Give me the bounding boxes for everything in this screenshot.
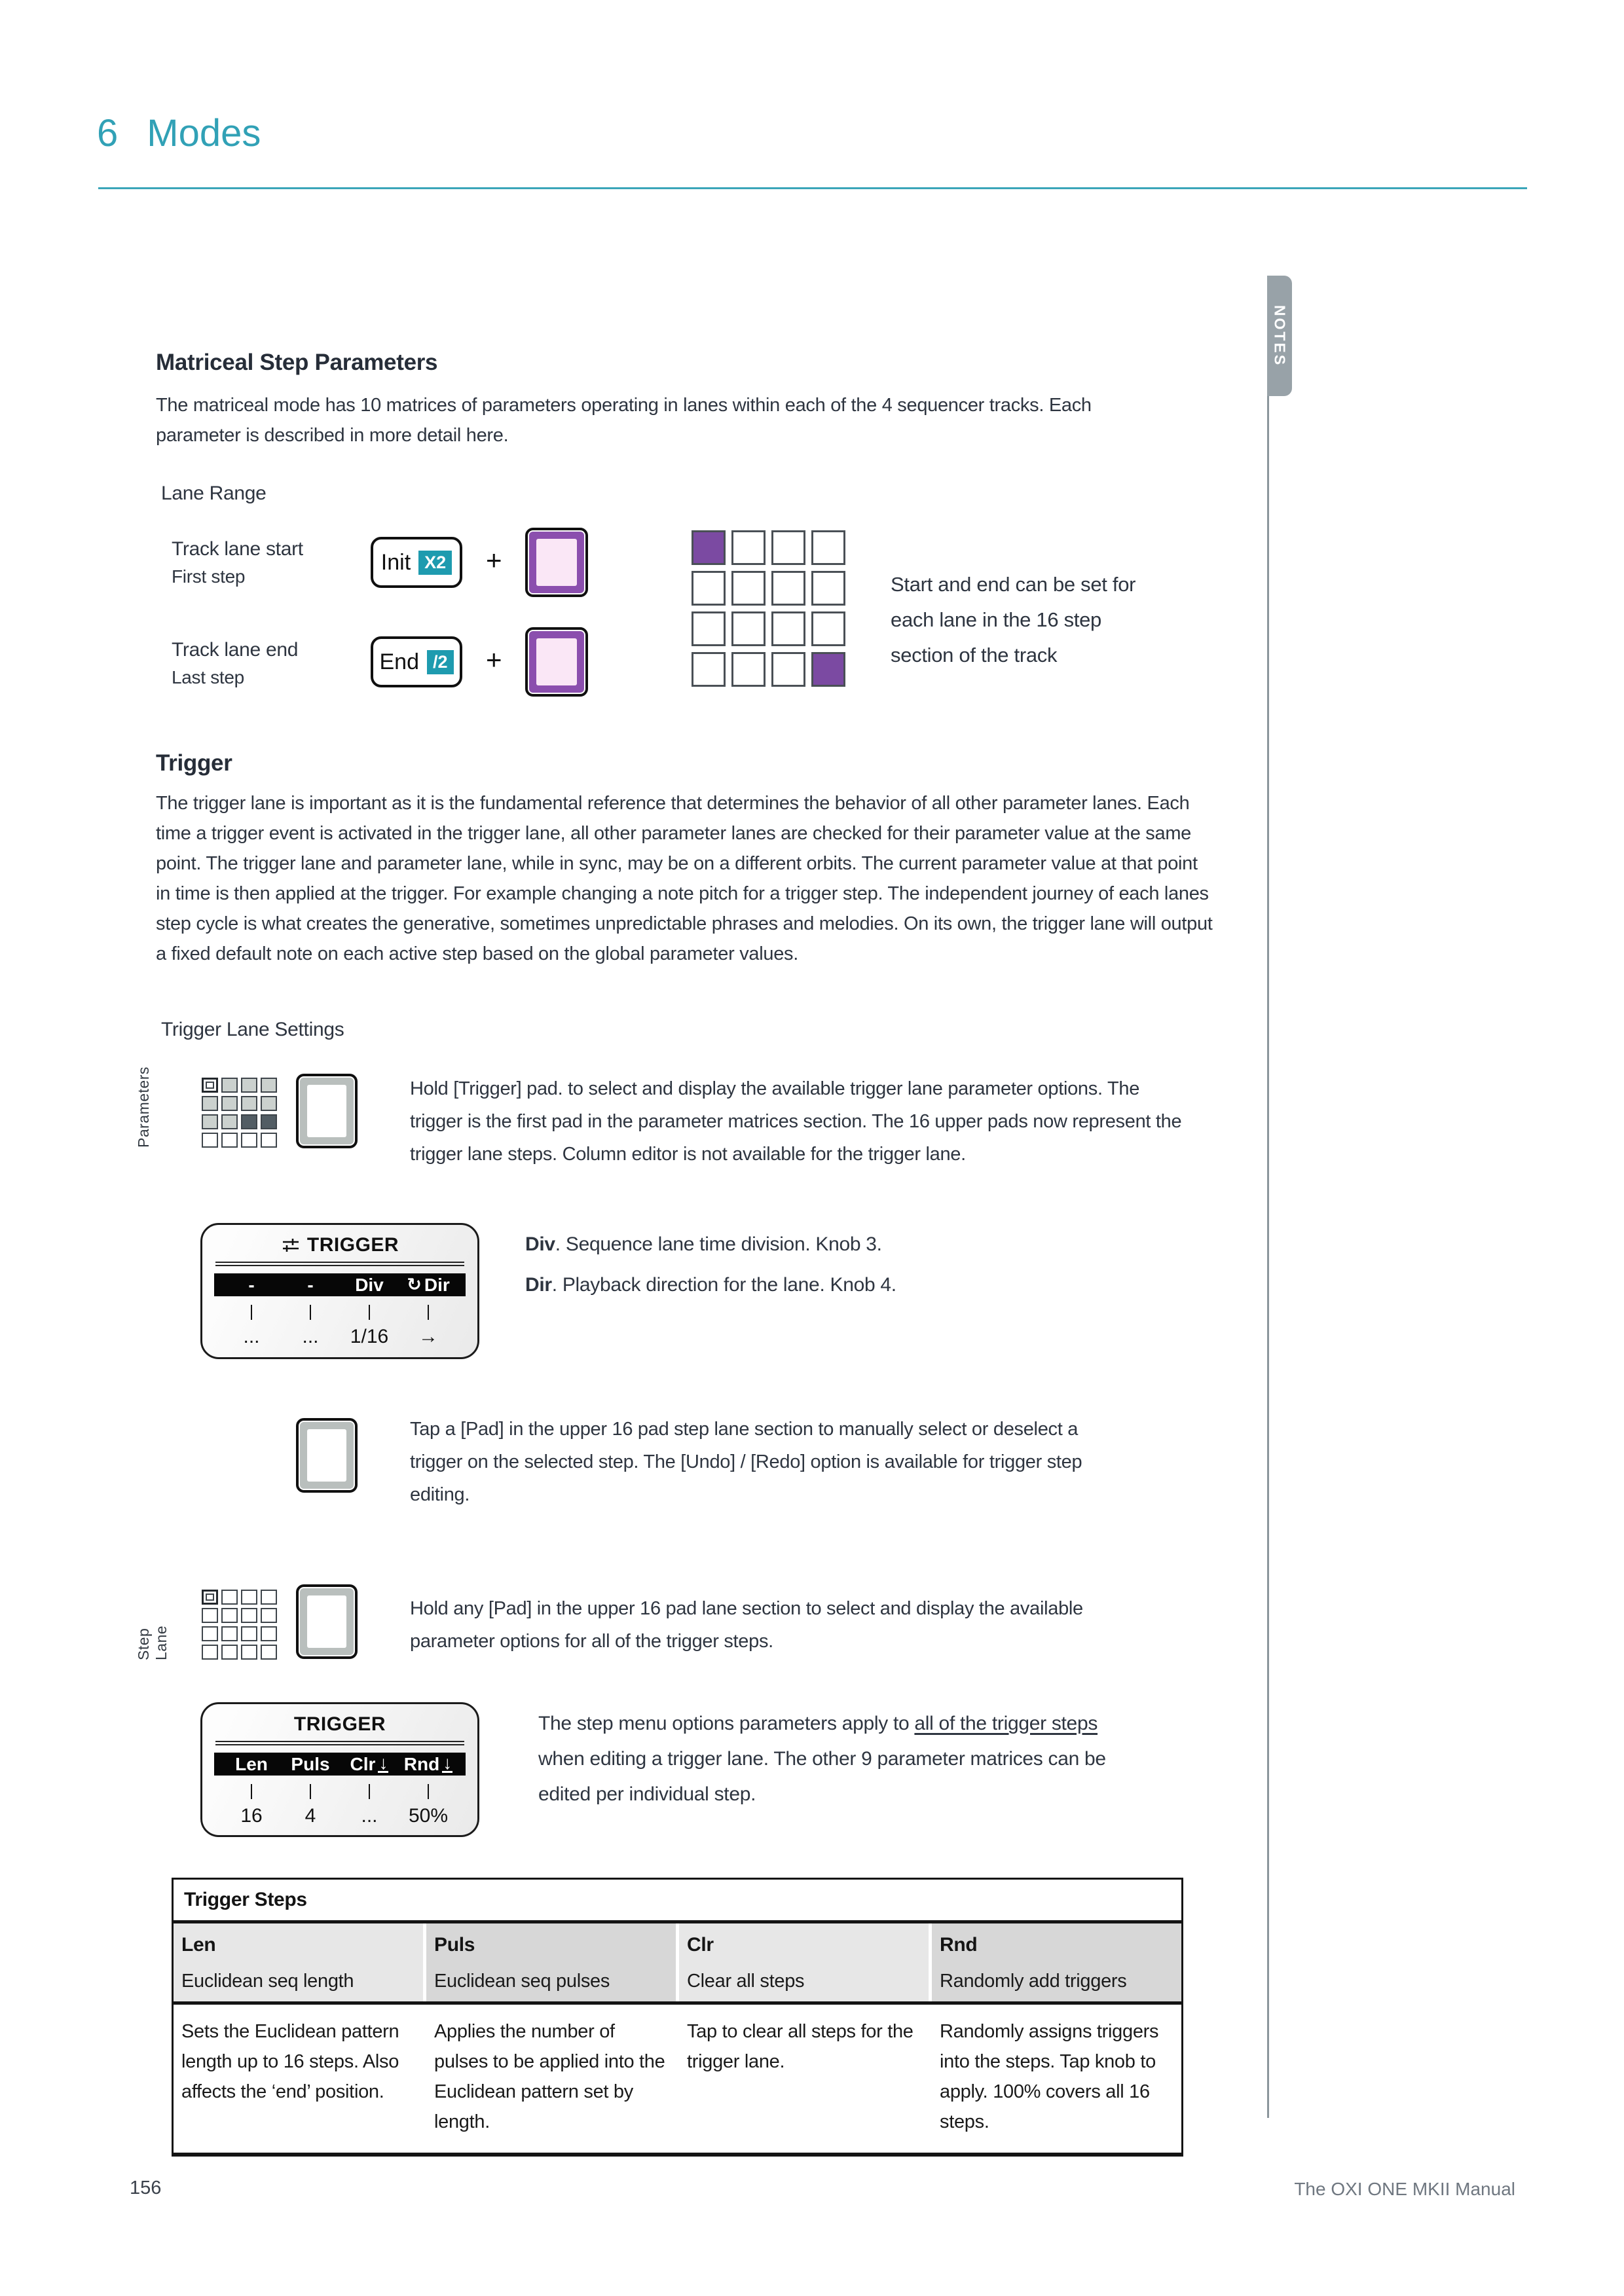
- table-cell: Sets the Euclidean pattern length up to 16 steps. Also affects the ‘end’ position.: [181, 2021, 399, 2102]
- column-subtitle: Euclidean seq length: [181, 1971, 354, 1992]
- tick-mark: |: [367, 1302, 372, 1321]
- pad-cell: [261, 1133, 277, 1148]
- plus-sign: +: [486, 545, 502, 575]
- pad-icon: [525, 627, 588, 697]
- value: ...: [243, 1326, 260, 1347]
- pad-face: [307, 1085, 346, 1137]
- table-cell: Tap to clear all steps for the trigger lane.: [687, 2021, 913, 2072]
- display-menu-bar: [214, 1753, 466, 1776]
- pad-cell: [221, 1096, 238, 1111]
- pad-cell: [202, 1608, 218, 1623]
- dir-term: Dir: [525, 1274, 552, 1296]
- note-before: The step menu options parameters apply to: [538, 1713, 915, 1734]
- pad-cell: [221, 1608, 238, 1623]
- step-lane-matrix-icon: [202, 1590, 277, 1660]
- menu-col-label: Clr: [350, 1753, 376, 1774]
- pad-face: [536, 539, 577, 586]
- pad-face: [307, 1595, 346, 1648]
- track-lane-start-sub: First step: [172, 566, 246, 587]
- pad-ring: [529, 631, 584, 693]
- pad-cell: [731, 530, 766, 565]
- end-button-label: End: [379, 649, 419, 674]
- div-text: . Sequence lane time division. Knob 3.: [555, 1233, 882, 1255]
- value: 4: [304, 1805, 316, 1827]
- step-lane-axis-label: Step Lane: [135, 1625, 170, 1660]
- parameters-matrix-icon: [202, 1078, 277, 1148]
- pad-cell: [692, 571, 726, 606]
- trigger-title: Trigger: [156, 750, 232, 776]
- menu-col: [399, 1754, 458, 1775]
- pad-icon: [296, 1418, 358, 1493]
- display-ticks: [222, 1781, 458, 1800]
- pad-cell: [221, 1590, 238, 1605]
- page-number: 156: [130, 2178, 162, 2198]
- track-lane-start-title: Track lane start: [172, 538, 303, 560]
- chapter-rule: [98, 187, 1527, 189]
- pad-cell: [811, 571, 845, 606]
- parameters-axis-label: Parameters: [135, 1066, 152, 1148]
- sliders-icon: [281, 1237, 301, 1254]
- pad-cell: [202, 1590, 218, 1605]
- chapter-number: 6: [97, 112, 119, 155]
- pad-cell: [241, 1114, 257, 1129]
- pad-cell: [241, 1626, 257, 1641]
- chapter-heading: [97, 111, 261, 155]
- menu-col: Len: [235, 1753, 268, 1774]
- trigger-steps-table: [172, 1878, 1183, 2157]
- end-button-badge: /2: [427, 650, 454, 674]
- pad-face: [536, 638, 577, 685]
- hold-any-pad-text: Hold any [Pad] in the upper 16 pad lane section to select and display the available parameter options for all of the trigger steps.: [410, 1598, 1083, 1652]
- pad-cell: [221, 1133, 238, 1148]
- cycle-icon: ↻: [407, 1275, 422, 1295]
- menu-col-label: Dir: [424, 1274, 450, 1295]
- column-subtitle: Randomly add triggers: [940, 1971, 1127, 1992]
- lane-range-note: Start and end can be set for each lane in the 16 step section of the track: [891, 573, 1136, 666]
- table-cell: Randomly assigns triggers into the steps. Tap knob to apply. 100% covers all 16 steps.: [940, 2021, 1159, 2132]
- step-menu-note: [538, 1706, 1128, 1812]
- pad-cell: [202, 1645, 218, 1660]
- menu-col: Puls: [291, 1753, 330, 1774]
- pad-face: [307, 1429, 346, 1482]
- pad-cell: [811, 611, 845, 646]
- hold-trigger-text: Hold [Trigger] pad. to select and display the available trigger lane parameter options. The trigger is the first pad in the parameter matrices section. The 16 upper pads now represent the trigger lane steps. Column editor is not available for the trigger lane.: [410, 1078, 1182, 1165]
- pad-ring: [529, 532, 584, 593]
- track-lane-start-label: [172, 538, 303, 587]
- value: 1/16: [350, 1326, 389, 1347]
- menu-col: [399, 1275, 458, 1296]
- pad-cell: [261, 1645, 277, 1660]
- pad-cell: [241, 1078, 257, 1093]
- pad-cell: [202, 1133, 218, 1148]
- menu-col: -: [307, 1274, 314, 1295]
- pad-cell: [202, 1626, 218, 1641]
- download-arrow-icon: ↓: [378, 1752, 388, 1773]
- pad-cell: [261, 1608, 277, 1623]
- dir-definition: [525, 1274, 896, 1296]
- table-cell: Applies the number of pulses to be applied into the Euclidean pattern set by length.: [434, 2021, 665, 2132]
- div-term: Div: [525, 1233, 555, 1255]
- init-button: [371, 537, 462, 588]
- oled-display-trigger-lane: [200, 1223, 479, 1359]
- pad-cell: [202, 1114, 218, 1129]
- pad-cell: [241, 1096, 257, 1111]
- pad-cell: [241, 1133, 257, 1148]
- pad-cell: [731, 571, 766, 606]
- display-title-text: TRIGGER: [306, 1234, 399, 1256]
- pad-icon: [296, 1584, 358, 1659]
- note-underlined: all of the trigger steps: [914, 1713, 1098, 1734]
- menu-col: [340, 1754, 399, 1775]
- table-header-cell: [679, 1923, 929, 2001]
- display-title: [202, 1234, 477, 1256]
- init-button-badge: X2: [418, 551, 452, 575]
- pad-ring: [300, 1588, 354, 1655]
- table-header-cell: [932, 1923, 1181, 2001]
- column-subtitle: Clear all steps: [687, 1971, 805, 1992]
- tap-pad-text: Tap a [Pad] in the upper 16 pad step lane section to manually select or deselect a trigger on the selected step. The [Undo] / [Redo] option is available for trigger step editing.: [410, 1419, 1082, 1505]
- pad-cell: [811, 530, 845, 565]
- dir-text: . Playback direction for the lane. Knob 4.: [551, 1274, 896, 1296]
- trigger-lane-settings-label: Trigger Lane Settings: [161, 1019, 344, 1040]
- tick-mark: |: [308, 1781, 313, 1800]
- pad-cell: [221, 1645, 238, 1660]
- pad-cell: [221, 1114, 238, 1129]
- table-header-row: [174, 1923, 1181, 2005]
- pad-cell: [261, 1626, 277, 1641]
- table-title: Trigger Steps: [174, 1880, 1181, 1923]
- oled-display-trigger-steps: [200, 1702, 479, 1837]
- display-menu-bar: [214, 1273, 466, 1296]
- pad-cell: [202, 1096, 218, 1111]
- pad-cell: [241, 1645, 257, 1660]
- display-values: [222, 1805, 458, 1827]
- tick-mark: |: [426, 1302, 431, 1321]
- column-name: Len: [181, 1934, 216, 1956]
- pad-cell: [692, 611, 726, 646]
- pad-cell: [771, 611, 805, 646]
- display-rule: [215, 1741, 464, 1745]
- pad-ring: [300, 1078, 354, 1144]
- section-intro: The matriceal mode has 10 matrices of parameters operating in lanes within each of the 4 sequencer tracks. Each parameter is described in more detail here.: [156, 395, 1092, 446]
- table-body-row: [174, 2005, 1181, 2153]
- pad-cell: [261, 1078, 277, 1093]
- pad-icon: [525, 528, 588, 597]
- pad-cell: [241, 1608, 257, 1623]
- pad-cell: [692, 530, 726, 565]
- pad-cell: [261, 1096, 277, 1111]
- section-title: Matriceal Step Parameters: [156, 350, 438, 375]
- pad-cell: [261, 1114, 277, 1129]
- pad-cell: [771, 652, 805, 687]
- menu-col: Div: [355, 1274, 384, 1295]
- pad-cell: [261, 1590, 277, 1605]
- init-button-label: Init: [380, 549, 411, 575]
- value: 16: [240, 1805, 263, 1827]
- pad-cell: [731, 652, 766, 687]
- chapter-title: Modes: [147, 112, 261, 155]
- pad-cell: [241, 1590, 257, 1605]
- track-lane-end-label: [172, 639, 298, 688]
- pad-ring: [300, 1422, 354, 1489]
- pad-cell: [221, 1626, 238, 1641]
- tick-mark: |: [249, 1781, 254, 1800]
- pad-cell: [811, 652, 845, 687]
- column-name: Clr: [687, 1934, 714, 1956]
- step-grid: [692, 530, 845, 687]
- trigger-body: The trigger lane is important as it is the fundamental reference that determines the behavior of all other parameter lanes. Each time a trigger event is activated in the trigger lane, all other parameter lanes are checked for their parameter value at the same point. The trigger lane and parameter lane, while in sync, may be on a different orbits. The current parameter value at that point in time is then applied at the trigger. For example changing a note pitch for a trigger step. The independent journey of each lanes step cycle is what creates the generative, sometimes unpredictable phrases and melodies. On its own, the trigger lane will output a fixed default note on each active step based on the global parameter values.: [156, 793, 1213, 964]
- notes-side-tab: [1267, 276, 1292, 396]
- pad-cell: [202, 1078, 218, 1093]
- display-rule: [215, 1262, 464, 1266]
- note-after: when editing a trigger lane. The other 9 parameter matrices can be edited per individual step.: [538, 1748, 1106, 1805]
- download-arrow-icon: ↓: [443, 1752, 452, 1773]
- display-title: [202, 1713, 477, 1736]
- display-values: [222, 1326, 458, 1348]
- track-lane-end-title: Track lane end: [172, 639, 299, 661]
- value: 50%: [408, 1805, 449, 1827]
- tick-mark: |: [308, 1302, 313, 1321]
- pad-cell: [221, 1078, 238, 1093]
- notes-tab-label: NOTES: [1271, 304, 1289, 367]
- column-name: Puls: [434, 1934, 475, 1956]
- pad-cell: [771, 571, 805, 606]
- display-title-text: TRIGGER: [293, 1713, 386, 1735]
- track-lane-end-sub: Last step: [172, 667, 244, 687]
- table-header-cell: [174, 1923, 423, 2001]
- pad-icon: [296, 1074, 358, 1148]
- tick-mark: |: [426, 1781, 431, 1800]
- notes-tab-rule: [1267, 396, 1269, 2118]
- pad-cell: [731, 611, 766, 646]
- column-name: Rnd: [940, 1934, 978, 1956]
- plus-sign: +: [486, 644, 502, 675]
- tick-mark: |: [367, 1781, 372, 1800]
- tick-mark: |: [249, 1302, 254, 1321]
- lane-range-label: Lane Range: [161, 483, 267, 504]
- value right-arrow-icon: →: [418, 1326, 438, 1347]
- div-definition: [525, 1233, 896, 1256]
- div-dir-definitions: [525, 1233, 896, 1296]
- menu-col: -: [248, 1274, 255, 1295]
- end-button: [371, 636, 462, 687]
- pad-cell: [692, 652, 726, 687]
- table-header-cell: [426, 1923, 676, 2001]
- manual-title: The OXI ONE MKII Manual: [1294, 2179, 1515, 2199]
- value: ...: [361, 1805, 378, 1827]
- pad-cell: [771, 530, 805, 565]
- column-subtitle: Euclidean seq pulses: [434, 1971, 610, 1992]
- menu-col-label: Rnd: [403, 1753, 440, 1774]
- value: ...: [302, 1326, 319, 1347]
- display-ticks: [222, 1302, 458, 1321]
